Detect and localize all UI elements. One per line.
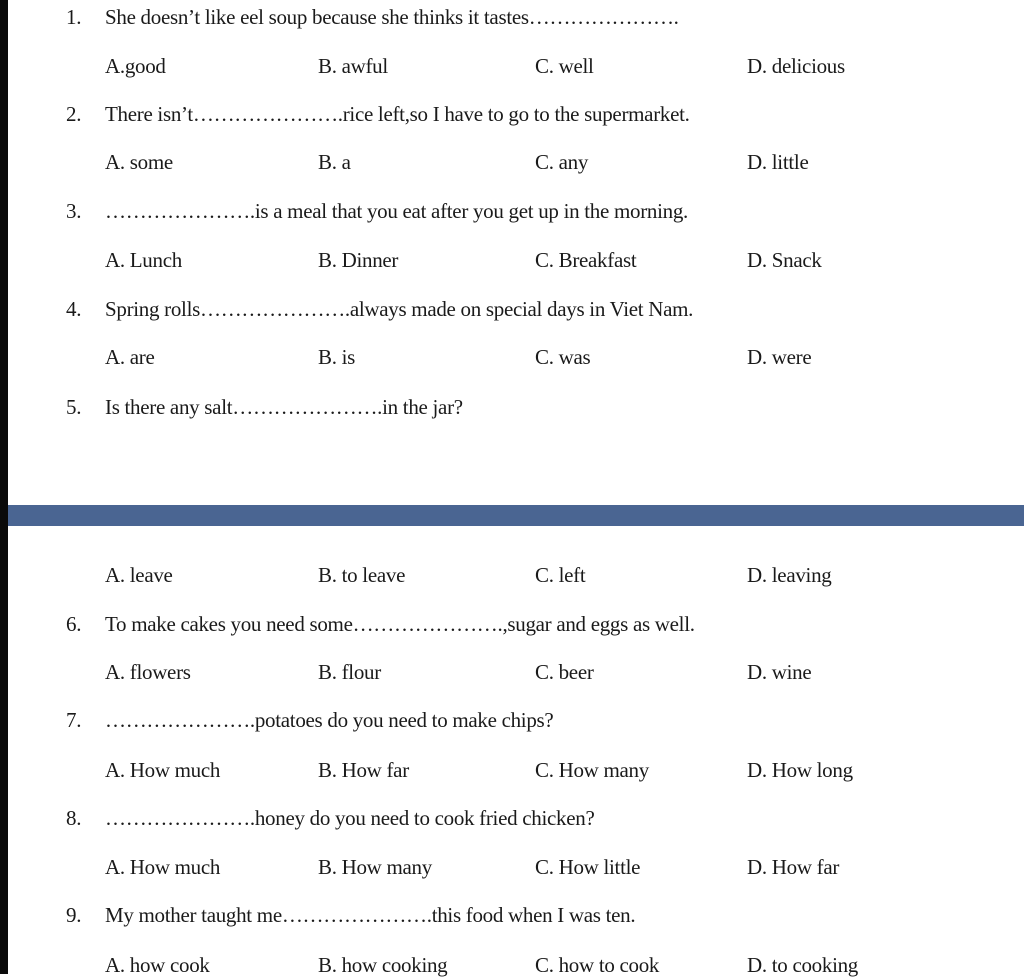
question-number: 3. — [66, 199, 82, 223]
question-number: 8. — [66, 806, 82, 830]
question-text: There isn’t………………….rice left,so I have to go to the supermarket. — [105, 102, 690, 126]
option-c: C. any — [535, 150, 589, 174]
option-d: D. were — [747, 345, 812, 369]
option-d: D. little — [747, 150, 809, 174]
question-number: 9. — [66, 903, 82, 927]
option-a: A. are — [105, 345, 155, 369]
option-b: B. a — [318, 150, 351, 174]
option-c: C. how to cook — [535, 953, 660, 977]
question-text: She doesn’t like eel soup because she thinks it tastes…………………. — [105, 5, 679, 29]
option-a: A. leave — [105, 563, 173, 587]
question-text: My mother taught me………………….this food when I was ten. — [105, 903, 636, 927]
question-number: 2. — [66, 102, 82, 126]
option-a: A. Lunch — [105, 248, 182, 272]
question-text: ………………….potatoes do you need to make chips? — [105, 708, 554, 732]
question-text: ………………….is a meal that you eat after you get up in the morning. — [105, 199, 688, 223]
option-c: C. How many — [535, 758, 649, 782]
question-number: 1. — [66, 5, 82, 29]
option-a: A.good — [105, 54, 166, 78]
option-d: D. leaving — [747, 563, 832, 587]
option-a: A. flowers — [105, 660, 191, 684]
question-text: To make cakes you need some………………….,sugar and eggs as well. — [105, 612, 695, 636]
question-text: ………………….honey do you need to cook fried chicken? — [105, 806, 595, 830]
option-b: B. is — [318, 345, 356, 369]
option-a: A. some — [105, 150, 173, 174]
question-number: 6. — [66, 612, 82, 636]
question-text: Spring rolls………………….always made on special days in Viet Nam. — [105, 297, 694, 321]
option-b: B. awful — [318, 54, 388, 78]
option-d: D. to cooking — [747, 953, 859, 977]
option-d: D. delicious — [747, 54, 845, 78]
option-b: B. How far — [318, 758, 409, 782]
option-b: B. to leave — [318, 563, 406, 587]
option-c: C. well — [535, 54, 594, 78]
option-a: A. How much — [105, 758, 221, 782]
option-d: D. Snack — [747, 248, 822, 272]
option-b: B. how cooking — [318, 953, 448, 977]
page-divider — [8, 505, 1024, 526]
question-number: 5. — [66, 395, 82, 419]
option-b: B. Dinner — [318, 248, 399, 272]
option-a: A. How much — [105, 855, 221, 879]
option-c: C. left — [535, 563, 586, 587]
question-number: 7. — [66, 708, 82, 732]
option-c: C. How little — [535, 855, 641, 879]
left-edge-bar — [0, 0, 8, 974]
question-text: Is there any salt………………….in the jar? — [105, 395, 463, 419]
option-a: A. how cook — [105, 953, 210, 977]
option-d: D. wine — [747, 660, 812, 684]
option-c: C. was — [535, 345, 591, 369]
option-c: C. Breakfast — [535, 248, 637, 272]
question-number: 4. — [66, 297, 82, 321]
option-b: B. flour — [318, 660, 381, 684]
option-d: D. How far — [747, 855, 840, 879]
option-c: C. beer — [535, 660, 594, 684]
option-d: D. How long — [747, 758, 853, 782]
option-b: B. How many — [318, 855, 432, 879]
